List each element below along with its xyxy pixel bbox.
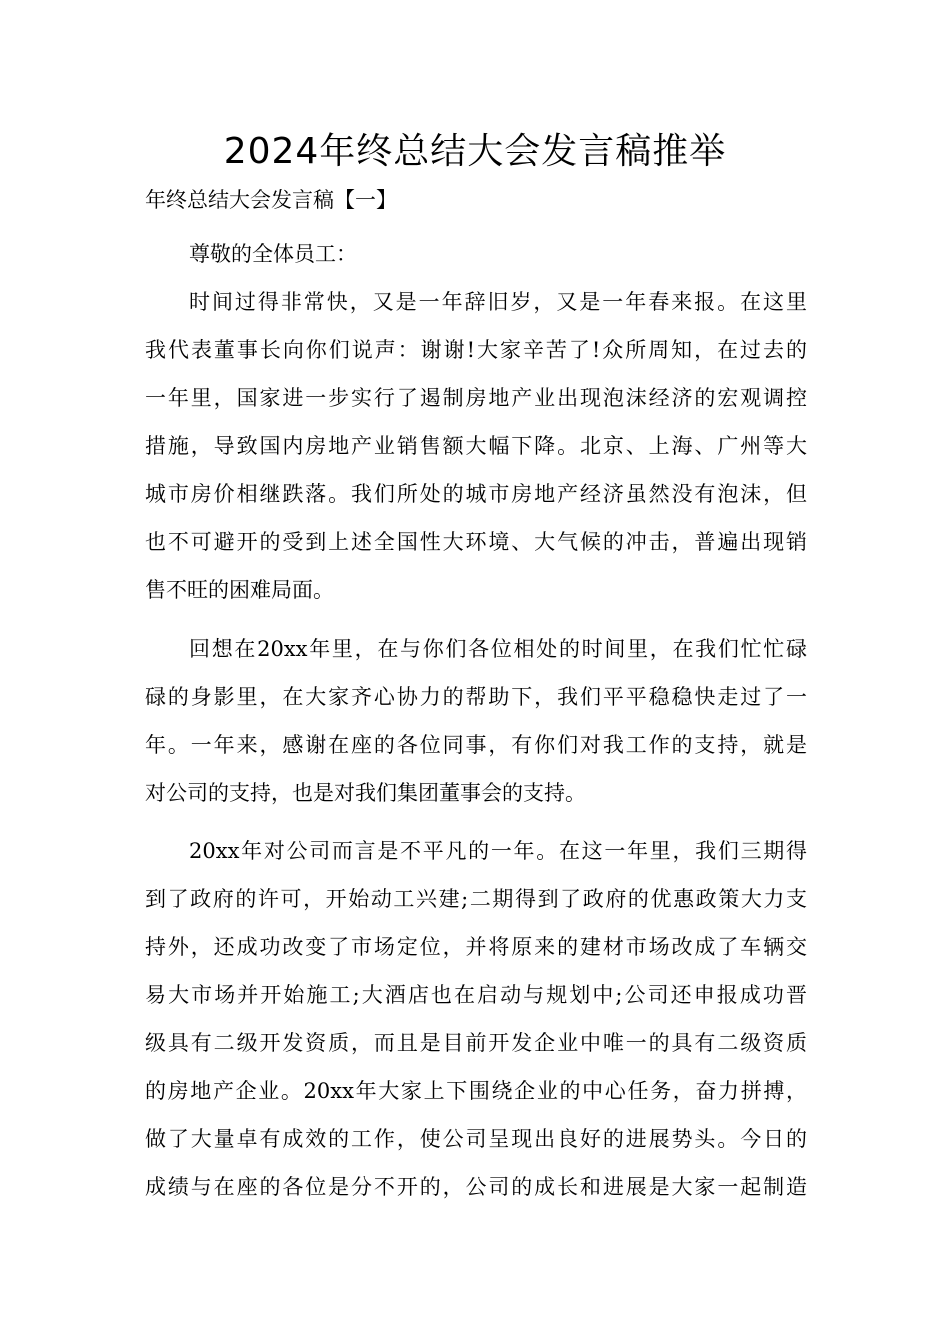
body-line: 级具有二级开发资质，而且是目前开发企业中唯一的具有二级资质 — [145, 1031, 807, 1055]
body-line: 时间过得非常快，又是一年辞旧岁，又是一年春来报。在这里 — [189, 290, 807, 314]
body-line: 我代表董事长向你们说声：谢谢!大家辛苦了!众所周知，在过去的 — [145, 338, 807, 362]
body-line: 持外，还成功改变了市场定位，并将原来的建材市场改成了车辆交 — [145, 935, 807, 959]
body-line: 碌的身影里，在大家齐心协力的帮助下，我们平平稳稳快走过了一 — [145, 685, 807, 709]
body-line: 一年里，国家进一步实行了遏制房地产业出现泡沫经济的宏观调控 — [145, 386, 807, 410]
section-heading: 年终总结大会发言稿【一】 — [145, 188, 397, 212]
body-line: 对公司的支持，也是对我们集团董事会的支持。 — [145, 781, 586, 805]
body-line: 20xx年对公司而言是不平凡的一年。在这一年里，我们三期得 — [189, 839, 807, 863]
body-line: 也不可避开的受到上述全国性大环境、大气候的冲击，普遍出现销 — [145, 530, 807, 554]
document-title: 2024年终总结大会发言稿推举 — [223, 131, 727, 172]
body-line: 到了政府的许可，开始动工兴建;二期得到了政府的优惠政策大力支 — [145, 887, 807, 911]
body-line: 易大市场并开始施工;大酒店也在启动与规划中;公司还申报成功晋 — [145, 983, 807, 1007]
body-line: 做了大量卓有成效的工作，使公司呈现出良好的进展势头。今日的 — [145, 1127, 807, 1151]
body-line: 售不旺的困难局面。 — [145, 578, 334, 602]
body-line: 措施，导致国内房地产业销售额大幅下降。北京、上海、广州等大 — [145, 434, 807, 458]
body-line: 回想在20xx年里，在与你们各位相处的时间里，在我们忙忙碌 — [189, 637, 807, 661]
body-line: 的房地产企业。20xx年大家上下围绕企业的中心任务，奋力拼搏， — [145, 1079, 807, 1103]
greeting-line: 尊敬的全体员工： — [189, 242, 357, 266]
body-line: 年。一年来，感谢在座的各位同事，有你们对我工作的支持，就是 — [145, 733, 807, 757]
body-line: 成绩与在座的各位是分不开的，公司的成长和进展是大家一起制造 — [145, 1175, 807, 1199]
body-line: 城市房价相继跌落。我们所处的城市房地产经济虽然没有泡沫，但 — [145, 482, 807, 506]
